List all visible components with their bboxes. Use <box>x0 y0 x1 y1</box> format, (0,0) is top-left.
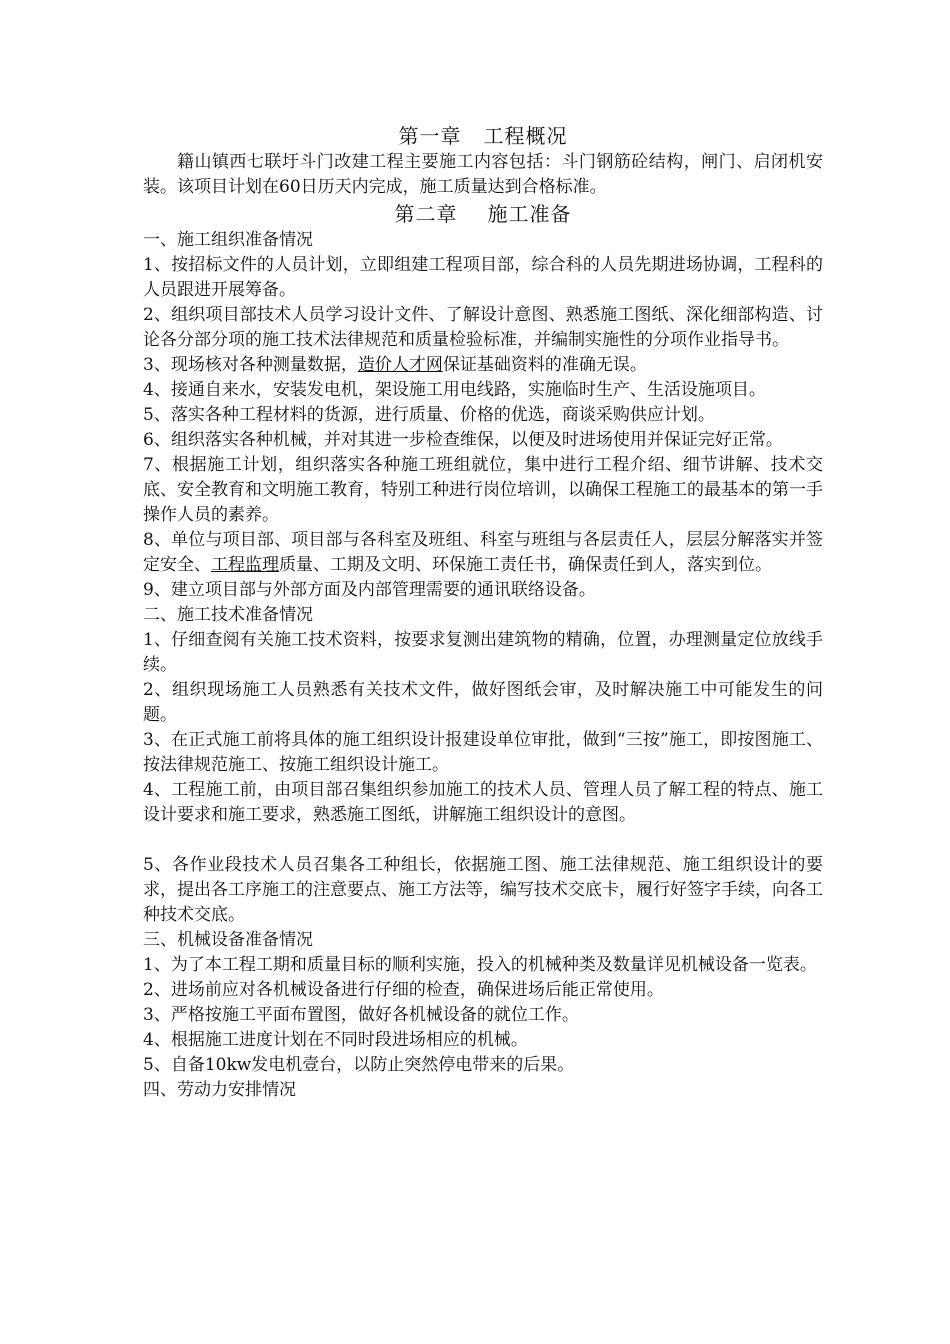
section-3-item-4: 4、根据施工进度计划在不同时段进场相应的机械。 <box>143 1030 528 1050</box>
item-3-text-post: 保证基础资料的准确无误。 <box>442 355 647 375</box>
section-1-item-4: 4、接通自来水，安装发电机，架设施工用电线路，实施临时生产、生活设施项目。 <box>143 380 766 400</box>
item-8-link[interactable]: 工程监理 <box>211 555 279 575</box>
section-1-item-6: 6、组织落实各种机械，并对其进一步检查维保，以便及时进场使用并保证完好正常。 <box>143 430 783 450</box>
section-2-item-3: 3、在正式施工前将具体的施工组织设计报建设单位审批，做到“三按”施工，即按图施工、按法律规范施工、按施工组织设计施工。 <box>143 730 823 775</box>
section-4-title: 四、劳动力安排情况 <box>143 1080 296 1100</box>
chapter-2-number: 第二章 <box>394 202 458 226</box>
section-2-item-2: 2、组织现场施工人员熟悉有关技术文件，做好图纸会审，及时解决施工中可能发生的问题。 <box>143 680 823 725</box>
chapter-2-title: 施工准备 <box>487 202 572 226</box>
section-1-item-9: 9、建立项目部与外部方面及内部管理需要的通讯联络设备。 <box>143 580 596 600</box>
section-2-item-5: 5、各作业段技术人员召集各工种组长，依据施工图、施工法律规范、施工组织设计的要求，提出各工序施工的注意要点、施工方法等，编写技术交底卡，履行好签字手续，向各工种技术交底。 <box>143 855 823 925</box>
section-1-item-3 <box>143 353 823 378</box>
item-8-text-post: 质量、工期及文明、环保施工责任书，确保责任到人，落实到位。 <box>279 555 772 575</box>
overview-paragraph: 籍山镇西七联圩斗门改建工程主要施工内容包括：斗门钢筋砼结构，闸门、启闭机安装。该项目计划在60日历天内完成，施工质量达到合格标准。 <box>143 152 823 197</box>
chapter-1-title: 工程概况 <box>483 124 568 148</box>
section-1-item-7: 7、根据施工计划，组织落实各种施工班组就位，集中进行工程介绍、细节讲解、技术交底、安全教育和文明施工教育，特别工种进行岗位培训，以确保工程施工的最基本的第一手操作人员的素养。 <box>143 455 823 525</box>
section-1-item-1: 1、按招标文件的人员计划，立即组建工程项目部，综合科的人员先期进场协调，工程科的人员跟进开展筹备。 <box>143 255 823 300</box>
section-1-item-8 <box>143 528 823 578</box>
chapter-1-number: 第一章 <box>398 124 462 148</box>
section-3-item-1: 1、为了本工程工期和质量目标的顺利实施，投入的机械种类及数量详见机械设备一览表。 <box>143 955 817 975</box>
section-2-item-4: 4、工程施工前，由项目部召集组织参加施工的技术人员、管理人员了解工程的特点、施工设计要求和施工要求，熟悉施工图纸，讲解施工组织设计的意图。 <box>143 780 823 825</box>
chapter-1-heading <box>143 122 823 150</box>
section-1-title: 一、施工组织准备情况 <box>143 230 313 250</box>
item-8-text-pre: 8、单位与项目部、项目部与各科室及班组、科室与班组与各层责任人，层层分解落实并签定安全、 <box>143 530 823 575</box>
section-3-title: 三、机械设备准备情况 <box>143 930 313 950</box>
section-1-item-5: 5、落实各种工程材料的货源，进行质量、价格的优选，商谈采购供应计划。 <box>143 405 715 425</box>
section-1-item-2: 2、组织项目部技术人员学习设计文件、了解设计意图、熟悉施工图纸、深化细部构造、讨论各分部分项的施工技术法律规范和质量检验标准，并编制实施性的分项作业指导书。 <box>143 305 823 350</box>
section-3-item-2: 2、进场前应对各机械设备进行仔细的检查，确保进场后能正常使用。 <box>143 980 664 1000</box>
section-3-item-5: 5、自备10kw发电机壹台，以防止突然停电带来的后果。 <box>143 1055 575 1075</box>
item-3-link[interactable]: 造价人才网 <box>357 355 443 375</box>
chapter-2-heading <box>143 200 823 228</box>
item-3-text-pre: 3、现场核对各种测量数据， <box>143 355 358 375</box>
document-body <box>143 122 823 1103</box>
section-2-item-1: 1、仔细查阅有关施工技术资料，按要求复测出建筑物的精确，位置，办理测量定位放线手续。 <box>143 630 823 675</box>
section-3-item-3: 3、严格按施工平面布置图，做好各机械设备的就位工作。 <box>143 1005 579 1025</box>
section-2-title: 二、施工技术准备情况 <box>143 605 313 625</box>
